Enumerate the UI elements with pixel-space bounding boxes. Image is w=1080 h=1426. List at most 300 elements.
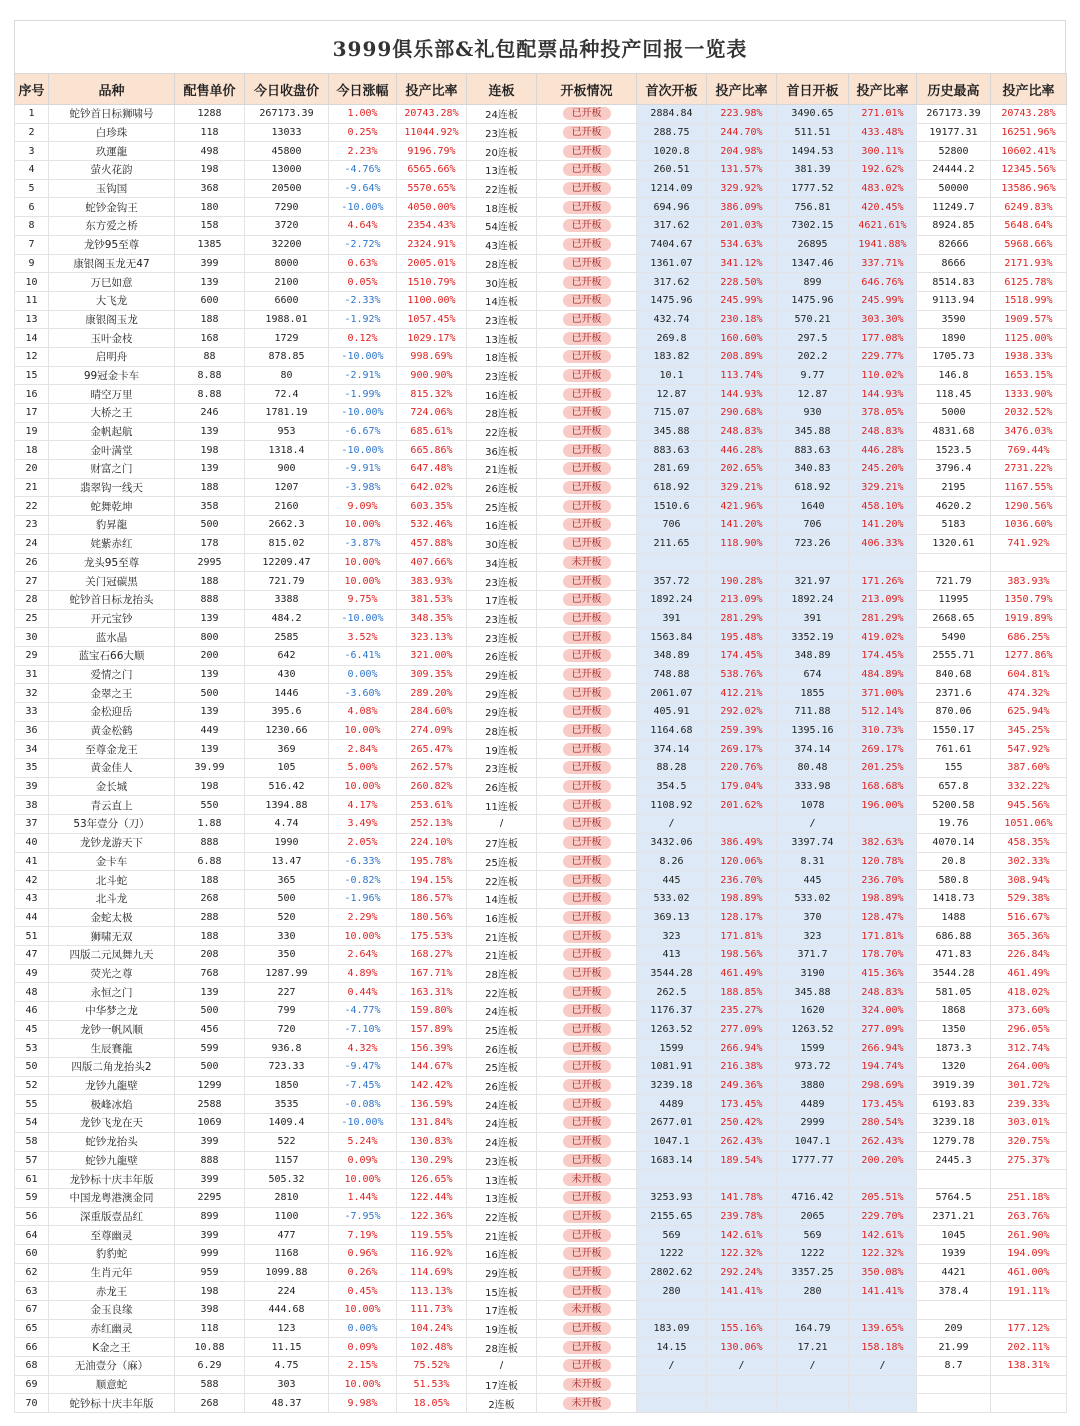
cell-open-status [537,871,637,890]
cell-first-open-return: 188.85% [707,983,777,1002]
cell-change: 5.00% [329,759,397,778]
cell-day-open-return: 382.63% [849,833,917,852]
cell-name: 无油壹分（麻） [49,1357,175,1376]
cell-history-return: 275.37% [991,1151,1067,1170]
cell-day-open: 930 [777,404,849,423]
cell-day-open-return: 139.65% [849,1319,917,1338]
open-status-badge: 已开板 [563,1191,611,1204]
cell-day-open: 374.14 [777,740,849,759]
cell-name: 永恒之门 [49,983,175,1002]
cell-open-status [537,553,637,572]
cell-change: -9.47% [329,1058,397,1077]
cell-day-open-return: 419.02% [849,628,917,647]
cell-history-high: 471.83 [917,945,991,964]
cell-return: 381.53% [397,590,467,609]
header-first-open-return: 投产比率 [707,74,777,105]
cell-seq: 17 [15,404,49,423]
cell-close-price: 953 [245,422,329,441]
cell-day-open [777,1301,849,1320]
cell-streak: 28连板 [467,964,537,983]
table-row [15,273,1067,292]
cell-day-open: 370 [777,908,849,927]
cell-first-open: 323 [637,927,707,946]
cell-first-open: 88.28 [637,759,707,778]
cell-day-open-return: 371.00% [849,684,917,703]
cell-name: 金蛇太极 [49,908,175,927]
cell-return: 156.39% [397,1039,467,1058]
cell-name: 龙钞95至尊 [49,235,175,254]
cell-day-open-return: 280.54% [849,1114,917,1133]
cell-history-return: 1919.89% [991,609,1067,628]
table-row [15,665,1067,684]
cell-return: 111.73% [397,1301,467,1320]
table-row [15,516,1067,535]
cell-history-high: 8924.85 [917,217,991,236]
cell-first-open-return [707,1394,777,1413]
cell-history-return: 686.25% [991,628,1067,647]
cell-streak: 18连板 [467,347,537,366]
open-status-badge: 已开板 [563,668,611,681]
cell-history-return: 308.94% [991,871,1067,890]
cell-change: 1.00% [329,105,397,124]
cell-day-open: 1640 [777,497,849,516]
cell-history-high: 3544.28 [917,964,991,983]
cell-first-open: 2061.07 [637,684,707,703]
cell-first-open: 2155.65 [637,1207,707,1226]
cell-day-open: 321.97 [777,572,849,591]
cell-first-open-return: 262.43% [707,1132,777,1151]
header-day-open: 首日开板 [777,74,849,105]
cell-first-open-return: 202.65% [707,460,777,479]
cell-return: 104.24% [397,1319,467,1338]
cell-seq: 67 [15,1301,49,1320]
cell-seq: 63 [15,1282,49,1301]
table-row [15,142,1067,161]
open-status-badge: 已开板 [563,1266,611,1279]
cell-return: 18.05% [397,1394,467,1413]
cell-first-open-return: 230.18% [707,310,777,329]
cell-day-open-return: 110.02% [849,366,917,385]
cell-name: 玉钩国 [49,179,175,198]
cell-close-price: 1287.99 [245,964,329,983]
cell-day-open: 80.48 [777,759,849,778]
cell-close-price: 3535 [245,1095,329,1114]
open-status-badge: 已开板 [563,350,611,363]
table-row [15,833,1067,852]
cell-name: 金玉良缘 [49,1301,175,1320]
cell-return: 194.15% [397,871,467,890]
cell-open-status [537,646,637,665]
cell-seq: 57 [15,1151,49,1170]
cell-streak: 16连板 [467,908,537,927]
cell-offer-price: 198 [175,777,245,796]
cell-day-open: 899 [777,273,849,292]
cell-history-return: 202.11% [991,1338,1067,1357]
cell-history-return: 1518.99% [991,291,1067,310]
table-row [15,1357,1067,1376]
cell-return: 321.00% [397,646,467,665]
cell-day-open: 323 [777,927,849,946]
cell-close-price: 900 [245,460,329,479]
cell-seq: 68 [15,1357,49,1376]
cell-streak: 26连板 [467,1039,537,1058]
cell-change: 0.00% [329,665,397,684]
cell-name: 蛇钞龙抬头 [49,1132,175,1151]
cell-return: 167.71% [397,964,467,983]
cell-return: 224.10% [397,833,467,852]
cell-streak: 29连板 [467,684,537,703]
cell-offer-price: 1.88 [175,815,245,834]
cell-day-open: 2065 [777,1207,849,1226]
cell-change: -10.00% [329,441,397,460]
table-row [15,1076,1067,1095]
cell-history-return [991,1375,1067,1394]
cell-close-price: 1318.4 [245,441,329,460]
cell-first-open-return: 329.92% [707,179,777,198]
cell-day-open-return: 433.48% [849,123,917,142]
cell-offer-price: 6.29 [175,1357,245,1376]
cell-history-high: 2371.6 [917,684,991,703]
cell-offer-price: 188 [175,927,245,946]
cell-name: 中国龙粤港澳金同 [49,1188,175,1207]
cell-name: 中华梦之龙 [49,1002,175,1021]
cell-close-price: 878.85 [245,347,329,366]
cell-seq: 58 [15,1132,49,1151]
cell-close-price: 227 [245,983,329,1002]
cell-streak: 28连板 [467,404,537,423]
cell-streak: 26连板 [467,777,537,796]
cell-streak: 25连板 [467,852,537,871]
cell-history-return: 2032.52% [991,404,1067,423]
cell-open-status [537,422,637,441]
cell-seq: 69 [15,1375,49,1394]
table-row [15,105,1067,124]
table-row [15,628,1067,647]
cell-close-price: 1207 [245,478,329,497]
cell-first-open: 183.82 [637,347,707,366]
cell-name: 大桥之王 [49,404,175,423]
cell-open-status [537,254,637,273]
cell-seq: 50 [15,1058,49,1077]
cell-streak: 27连板 [467,833,537,852]
cell-history-high: 20.8 [917,852,991,871]
cell-seq: 15 [15,366,49,385]
cell-name: 龙钞龙游天下 [49,833,175,852]
cell-open-status [537,945,637,964]
cell-name: 蛇钞标十庆丰年版 [49,1394,175,1413]
cell-return: 11044.92% [397,123,467,142]
cell-close-price: 123 [245,1319,329,1338]
cell-first-open: 1020.8 [637,142,707,161]
cell-change: -6.67% [329,422,397,441]
cell-change: -1.92% [329,310,397,329]
cell-streak: 24连板 [467,1095,537,1114]
cell-day-open: 381.39 [777,161,849,180]
cell-history-high: 1550.17 [917,721,991,740]
cell-name: 龙钞九龍壁 [49,1076,175,1095]
cell-open-status [537,347,637,366]
cell-open-status [537,1076,637,1095]
cell-seq: 5 [15,179,49,198]
cell-first-open-return: 236.70% [707,871,777,890]
table-row [15,759,1067,778]
cell-return: 6565.66% [397,161,467,180]
cell-offer-price: 180 [175,198,245,217]
cell-open-status [537,628,637,647]
cell-change: -10.00% [329,609,397,628]
cell-name: 萤火花韵 [49,161,175,180]
cell-first-open-return: 122.32% [707,1244,777,1263]
table-row [15,1226,1067,1245]
cell-first-open: 432.74 [637,310,707,329]
cell-history-return: 625.94% [991,703,1067,722]
cell-open-status [537,852,637,871]
cell-day-open-return: 484.89% [849,665,917,684]
cell-change: 0.25% [329,123,397,142]
cell-first-open: 260.51 [637,161,707,180]
table-row [15,852,1067,871]
cell-history-high: 267173.39 [917,105,991,124]
cell-return: 131.84% [397,1114,467,1133]
cell-close-price: 7290 [245,198,329,217]
cell-first-open: 374.14 [637,740,707,759]
cell-first-open-return: 171.81% [707,927,777,946]
cell-close-price: 1409.4 [245,1114,329,1133]
cell-seq: 56 [15,1207,49,1226]
cell-offer-price: 188 [175,871,245,890]
cell-first-open-return: 244.70% [707,123,777,142]
cell-offer-price: 139 [175,983,245,1002]
cell-open-status [537,590,637,609]
cell-streak: 22连板 [467,871,537,890]
cell-seq: 22 [15,497,49,516]
cell-close-price: 2662.3 [245,516,329,535]
cell-change: 7.19% [329,1226,397,1245]
cell-seq: 1 [15,105,49,124]
cell-day-open-return: 310.73% [849,721,917,740]
cell-first-open-return: 179.04% [707,777,777,796]
cell-history-high: 3919.39 [917,1076,991,1095]
cell-history-high: 8.7 [917,1357,991,1376]
cell-name: 至尊金龙王 [49,740,175,759]
cell-first-open: 3239.18 [637,1076,707,1095]
open-status-badge: 已开板 [563,219,611,232]
cell-day-open-return: 229.77% [849,347,917,366]
cell-return: 20743.28% [397,105,467,124]
cell-first-open: 2884.84 [637,105,707,124]
cell-history-return: 302.33% [991,852,1067,871]
cell-open-status [537,1375,637,1394]
cell-day-open-return: 350.08% [849,1263,917,1282]
cell-day-open-return [849,1394,917,1413]
cell-first-open-return: 245.99% [707,291,777,310]
cell-offer-price: 498 [175,142,245,161]
cell-close-price: 1850 [245,1076,329,1095]
cell-open-status [537,1338,637,1357]
cell-change: 10.00% [329,516,397,535]
cell-return: 289.20% [397,684,467,703]
cell-open-status [537,1207,637,1226]
cell-name: 姹紫赤红 [49,534,175,553]
table-row [15,1095,1067,1114]
cell-streak: 23连板 [467,1151,537,1170]
cell-return: 168.27% [397,945,467,964]
cell-day-open-return: 168.68% [849,777,917,796]
open-status-badge: 已开板 [563,126,611,139]
cell-day-open-return: 458.10% [849,497,917,516]
cell-streak: 29连板 [467,1263,537,1282]
table-row [15,1282,1067,1301]
cell-streak: 29连板 [467,665,537,684]
cell-streak: 26连板 [467,1076,537,1095]
cell-streak: 23连板 [467,310,537,329]
cell-history-return: 604.81% [991,665,1067,684]
cell-close-price: 720 [245,1020,329,1039]
open-status-badge: 已开板 [563,201,611,214]
table-row [15,609,1067,628]
cell-history-return [991,1394,1067,1413]
cell-history-return: 1125.00% [991,329,1067,348]
cell-return: 195.78% [397,852,467,871]
cell-close-price: 505.32 [245,1170,329,1189]
cell-history-return: 5968.66% [991,235,1067,254]
cell-close-price: 224 [245,1282,329,1301]
cell-day-open-return: 646.76% [849,273,917,292]
cell-change: 10.00% [329,1375,397,1394]
cell-seq: 60 [15,1244,49,1263]
cell-first-open: / [637,1357,707,1376]
cell-change: 3.49% [329,815,397,834]
cell-history-return: 383.93% [991,572,1067,591]
cell-name: 赤龙王 [49,1282,175,1301]
cell-close-price: 520 [245,908,329,927]
cell-history-high: 50000 [917,179,991,198]
cell-day-open: 533.02 [777,889,849,908]
cell-history-return: 1653.15% [991,366,1067,385]
cell-history-return: 177.12% [991,1319,1067,1338]
cell-open-status [537,142,637,161]
cell-seq: 66 [15,1338,49,1357]
cell-day-open-return: 378.05% [849,404,917,423]
open-status-badge: 已开板 [563,649,611,662]
cell-seq: 29 [15,646,49,665]
cell-history-high [917,1301,991,1320]
cell-first-open: 280 [637,1282,707,1301]
cell-offer-price: 246 [175,404,245,423]
cell-name: 蛇钞金钩王 [49,198,175,217]
cell-day-open: 4489 [777,1095,849,1114]
cell-first-open: 348.89 [637,646,707,665]
table-row [15,590,1067,609]
header-offer-price: 配售单价 [175,74,245,105]
cell-day-open-return: 324.00% [849,1002,917,1021]
cell-return: 102.48% [397,1338,467,1357]
open-status-badge: 已开板 [563,743,611,756]
open-status-badge: 已开板 [563,145,611,158]
cell-name: 白珍珠 [49,123,175,142]
cell-close-price: 20500 [245,179,329,198]
cell-open-status [537,1319,637,1338]
cell-day-open-return [849,553,917,572]
cell-history-high: 1488 [917,908,991,927]
cell-first-open: 10.1 [637,366,707,385]
open-status-badge: 已开板 [563,1322,611,1335]
cell-offer-price: 139 [175,460,245,479]
cell-first-open-return [707,1301,777,1320]
cell-history-return: 2731.22% [991,460,1067,479]
cell-name: 蛇钞九龍壁 [49,1151,175,1170]
cell-name: 康银阁玉龙 [49,310,175,329]
cell-first-open-return: 141.78% [707,1188,777,1207]
cell-close-price: 11.15 [245,1338,329,1357]
open-status-badge: 已开板 [563,911,611,924]
cell-day-open: 26895 [777,235,849,254]
open-status-badge: 已开板 [563,1341,611,1354]
cell-offer-price: 198 [175,161,245,180]
table-row [15,1058,1067,1077]
cell-day-open: 391 [777,609,849,628]
header-return: 投产比率 [397,74,467,105]
cell-first-open-return: 259.39% [707,721,777,740]
cell-offer-price: 139 [175,273,245,292]
cell-open-status [537,1188,637,1207]
cell-day-open-return: 198.89% [849,889,917,908]
cell-day-open: 3880 [777,1076,849,1095]
cell-open-status [537,161,637,180]
cell-seq: 23 [15,516,49,535]
open-status-badge: 已开板 [563,593,611,606]
cell-open-status [537,1394,637,1413]
cell-open-status [537,1170,637,1189]
cell-close-price: 13000 [245,161,329,180]
cell-change: 5.24% [329,1132,397,1151]
cell-open-status [537,329,637,348]
cell-change: -10.00% [329,198,397,217]
cell-first-open-return: 220.76% [707,759,777,778]
cell-history-return: 138.31% [991,1357,1067,1376]
cell-first-open-return: 213.09% [707,590,777,609]
cell-open-status [537,983,637,1002]
cell-return: 457.88% [397,534,467,553]
cell-day-open: 1395.16 [777,721,849,740]
cell-offer-price: 358 [175,497,245,516]
cell-history-high: 24444.2 [917,161,991,180]
cell-day-open: 1855 [777,684,849,703]
cell-open-status [537,1226,637,1245]
cell-day-open-return: 196.00% [849,796,917,815]
cell-seq: 31 [15,665,49,684]
cell-seq: 18 [15,441,49,460]
cell-change: -6.41% [329,646,397,665]
cell-name: 翡翠钩一线天 [49,478,175,497]
open-status-badge: 已开板 [563,500,611,513]
cell-history-high: 5200.58 [917,796,991,815]
cell-history-high: 1320 [917,1058,991,1077]
cell-streak: 21连板 [467,927,537,946]
cell-day-open-return [849,1170,917,1189]
open-status-badge: 未开板 [563,1173,611,1186]
cell-streak: 30连板 [467,273,537,292]
cell-history-high: 19177.31 [917,123,991,142]
cell-open-status [537,123,637,142]
cell-streak: 16连板 [467,1244,537,1263]
cell-offer-price: 888 [175,590,245,609]
open-status-badge: 已开板 [563,1023,611,1036]
cell-day-open: 511.51 [777,123,849,142]
cell-name: 生肖元年 [49,1263,175,1282]
cell-close-price: 303 [245,1375,329,1394]
cell-history-high: 209 [917,1319,991,1338]
